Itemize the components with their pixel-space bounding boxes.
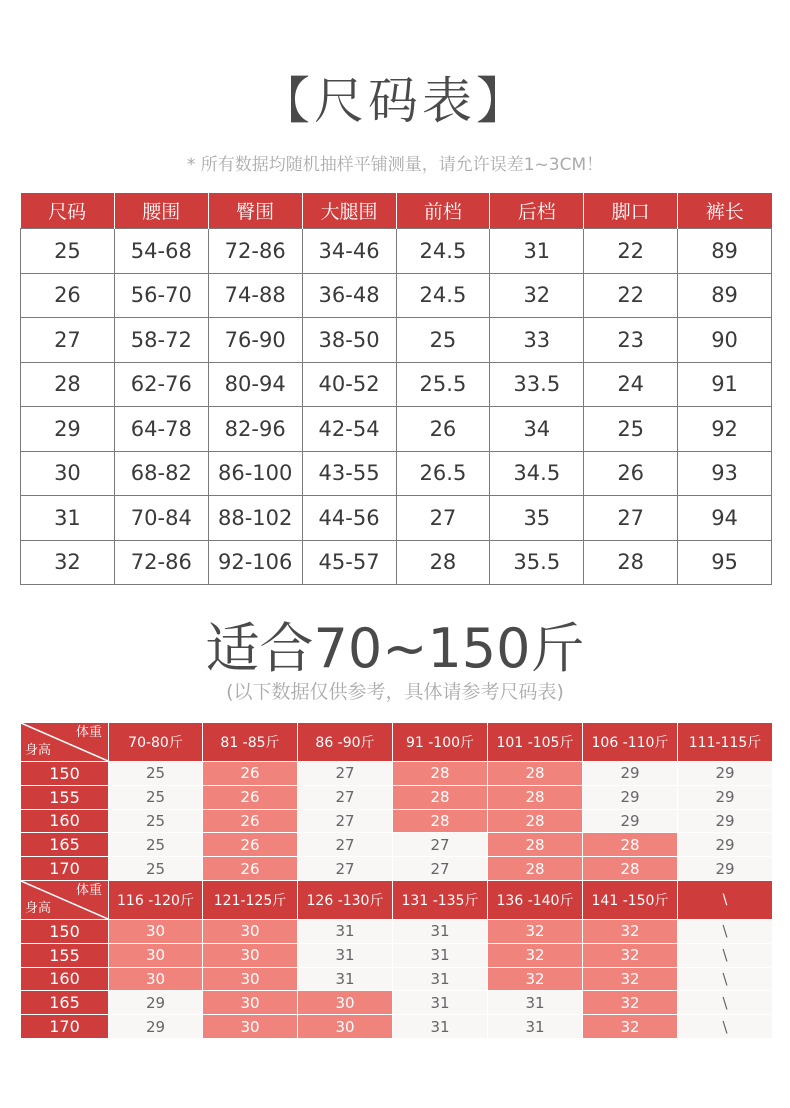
recommended-size-cell: 25 — [109, 785, 203, 809]
size-cell: 35 — [490, 496, 584, 541]
weight-header-row — [21, 880, 773, 919]
corner-height-label: 身高 — [25, 743, 52, 758]
size-cell: 30 — [21, 451, 115, 496]
height-label: 170 — [21, 1015, 109, 1039]
recommended-size-cell: 30 — [298, 991, 393, 1015]
recommended-size-cell: 25 — [109, 762, 203, 786]
height-row — [21, 967, 773, 991]
size-cell: 35.5 — [490, 540, 584, 585]
size-cell: 58-72 — [114, 318, 208, 363]
recommended-size-cell: 26 — [203, 857, 298, 881]
recommended-size-cell: 29 — [678, 857, 773, 881]
size-cell: 88-102 — [208, 496, 302, 541]
size-cell: 76-90 — [208, 318, 302, 363]
weight-range-header: 121-125斤 — [203, 880, 298, 919]
size-row — [21, 407, 772, 452]
height-row — [21, 833, 773, 857]
size-cell: 26 — [21, 273, 115, 318]
header-waist: 腰围 — [114, 193, 208, 229]
recommended-size-cell: 32 — [583, 1015, 678, 1039]
weight-height-table — [20, 722, 773, 1039]
recommended-size-cell: 25 — [109, 833, 203, 857]
size-cell: 92 — [678, 407, 772, 452]
height-label: 165 — [21, 833, 109, 857]
size-cell: 86-100 — [208, 451, 302, 496]
height-label: 155 — [21, 943, 109, 967]
recommended-size-cell: 30 — [203, 919, 298, 943]
corner-weight-label: 体重 — [75, 882, 102, 898]
size-cell: 90 — [678, 318, 772, 363]
recommended-size-cell: 27 — [298, 833, 393, 857]
size-cell: 91 — [678, 362, 772, 407]
recommended-size-cell: 32 — [488, 919, 583, 943]
recommended-size-cell: 28 — [583, 857, 678, 881]
size-cell: 23 — [584, 318, 678, 363]
size-table-body — [21, 229, 772, 585]
height-row — [21, 943, 773, 967]
weight-range-header: \ — [678, 880, 773, 919]
size-cell: 43-55 — [302, 451, 396, 496]
recommended-size-cell: 27 — [298, 762, 393, 786]
recommended-size-cell: 30 — [203, 967, 298, 991]
size-row — [21, 451, 772, 496]
weight-range-header: 91 -100斤 — [393, 723, 488, 762]
height-label: 155 — [21, 785, 109, 809]
corner-height-label: 身高 — [25, 900, 52, 916]
page-title: 【尺码表】 — [260, 72, 530, 130]
recommended-size-cell: 29 — [583, 785, 678, 809]
weight-header-row — [21, 723, 773, 762]
height-row — [21, 809, 773, 833]
recommended-size-cell: 31 — [298, 919, 393, 943]
weight-range-header: 111-115斤 — [678, 723, 773, 762]
recommended-size-cell: 28 — [488, 809, 583, 833]
size-cell: 28 — [584, 540, 678, 585]
weight-range-header: 101 -105斤 — [488, 723, 583, 762]
recommended-size-cell: 32 — [583, 967, 678, 991]
size-cell: 95 — [678, 540, 772, 585]
recommended-size-cell: 29 — [678, 809, 773, 833]
recommended-size-cell: \ — [678, 967, 773, 991]
size-cell: 74-88 — [208, 273, 302, 318]
weight-range-header: 131 -135斤 — [393, 880, 488, 919]
weight-range-header: 81 -85斤 — [203, 723, 298, 762]
weight-height-body — [21, 723, 773, 1039]
recommended-size-cell: 31 — [393, 1015, 488, 1039]
size-row — [21, 362, 772, 407]
recommended-size-cell: 28 — [393, 809, 488, 833]
size-cell: 27 — [396, 496, 490, 541]
reference-note: (以下数据仅供参考，具体请参考尺码表) — [226, 681, 564, 703]
size-cell: 82-96 — [208, 407, 302, 452]
recommended-size-cell: 31 — [298, 967, 393, 991]
recommended-size-cell: 30 — [203, 943, 298, 967]
recommended-size-cell: \ — [678, 919, 773, 943]
size-cell: 26 — [584, 451, 678, 496]
header-back-rise: 后档 — [490, 193, 584, 229]
weight-range-header: 86 -90斤 — [298, 723, 393, 762]
header-thigh: 大腿围 — [302, 193, 396, 229]
weight-range-header: 141 -150斤 — [583, 880, 678, 919]
weight-range-header: 70-80斤 — [109, 723, 203, 762]
size-cell: 22 — [584, 273, 678, 318]
size-table — [20, 193, 772, 585]
size-cell: 28 — [396, 540, 490, 585]
size-cell: 72-86 — [114, 540, 208, 585]
recommended-size-cell: 30 — [109, 967, 203, 991]
recommended-size-cell: 30 — [109, 919, 203, 943]
recommended-size-cell: 31 — [393, 991, 488, 1015]
recommended-size-cell: 27 — [298, 785, 393, 809]
recommended-size-cell: 29 — [678, 785, 773, 809]
size-cell: 94 — [678, 496, 772, 541]
recommended-size-cell: 28 — [488, 857, 583, 881]
recommended-size-cell: 27 — [298, 857, 393, 881]
size-cell: 40-52 — [302, 362, 396, 407]
corner-weight-label: 体重 — [75, 725, 102, 740]
size-cell: 34.5 — [490, 451, 584, 496]
size-cell: 62-76 — [114, 362, 208, 407]
height-row — [21, 785, 773, 809]
header-leg-opening: 脚口 — [584, 193, 678, 229]
measurement-note: * 所有数据均随机抽样平铺测量，请允许误差1~3CM！ — [186, 155, 604, 175]
size-cell: 54-68 — [114, 229, 208, 274]
recommended-size-cell: 31 — [488, 1015, 583, 1039]
recommended-size-cell: 30 — [109, 943, 203, 967]
table-corner — [21, 880, 109, 919]
header-hip: 臀围 — [208, 193, 302, 229]
recommended-size-cell: 28 — [393, 762, 488, 786]
recommended-size-cell: 30 — [298, 1015, 393, 1039]
recommended-size-cell: 31 — [393, 943, 488, 967]
size-cell: 80-94 — [208, 362, 302, 407]
recommended-size-cell: 29 — [678, 762, 773, 786]
recommended-size-cell: 32 — [583, 991, 678, 1015]
size-table-header-row — [21, 193, 772, 229]
size-row — [21, 496, 772, 541]
recommended-size-cell: 27 — [393, 833, 488, 857]
recommended-size-cell: \ — [678, 991, 773, 1015]
size-cell: 34 — [490, 407, 584, 452]
recommended-size-cell: 32 — [583, 919, 678, 943]
weight-range-header: 106 -110斤 — [583, 723, 678, 762]
height-label: 160 — [21, 967, 109, 991]
recommended-size-cell: 31 — [393, 919, 488, 943]
size-cell: 24 — [584, 362, 678, 407]
recommended-size-cell: 32 — [583, 943, 678, 967]
size-cell: 93 — [678, 451, 772, 496]
size-row — [21, 540, 772, 585]
recommended-size-cell: 28 — [488, 833, 583, 857]
recommended-size-cell: 26 — [203, 809, 298, 833]
weight-range-header: 126 -130斤 — [298, 880, 393, 919]
size-cell: 31 — [21, 496, 115, 541]
height-row — [21, 857, 773, 881]
size-cell: 24.5 — [396, 229, 490, 274]
recommended-size-cell: 31 — [393, 967, 488, 991]
size-cell: 25.5 — [396, 362, 490, 407]
recommended-size-cell: 32 — [488, 943, 583, 967]
recommended-size-cell: 29 — [109, 991, 203, 1015]
size-cell: 89 — [678, 273, 772, 318]
height-label: 160 — [21, 809, 109, 833]
size-cell: 32 — [21, 540, 115, 585]
size-cell: 38-50 — [302, 318, 396, 363]
size-cell: 22 — [584, 229, 678, 274]
size-cell: 92-106 — [208, 540, 302, 585]
size-row — [21, 273, 772, 318]
height-label: 170 — [21, 857, 109, 881]
height-row — [21, 1015, 773, 1039]
recommended-size-cell: 30 — [203, 991, 298, 1015]
recommended-size-cell: 26 — [203, 762, 298, 786]
table-corner — [21, 723, 109, 762]
size-cell: 25 — [396, 318, 490, 363]
recommended-size-cell: 29 — [678, 833, 773, 857]
height-label: 165 — [21, 991, 109, 1015]
weight-range-title: 适合70~150斤 — [205, 617, 585, 680]
recommended-size-cell: 29 — [583, 762, 678, 786]
size-cell: 64-78 — [114, 407, 208, 452]
size-cell: 26 — [396, 407, 490, 452]
height-row — [21, 919, 773, 943]
recommended-size-cell: 27 — [393, 857, 488, 881]
size-cell: 44-56 — [302, 496, 396, 541]
height-row — [21, 991, 773, 1015]
size-cell: 25 — [584, 407, 678, 452]
size-cell: 42-54 — [302, 407, 396, 452]
recommended-size-cell: 29 — [583, 809, 678, 833]
weight-range-header: 136 -140斤 — [488, 880, 583, 919]
recommended-size-cell: 28 — [583, 833, 678, 857]
recommended-size-cell: 29 — [109, 1015, 203, 1039]
size-cell: 56-70 — [114, 273, 208, 318]
recommended-size-cell: 28 — [488, 785, 583, 809]
size-cell: 89 — [678, 229, 772, 274]
size-row — [21, 229, 772, 274]
size-cell: 24.5 — [396, 273, 490, 318]
height-label: 150 — [21, 919, 109, 943]
size-cell: 68-82 — [114, 451, 208, 496]
size-cell: 25 — [21, 229, 115, 274]
recommended-size-cell: 26 — [203, 785, 298, 809]
size-cell: 27 — [21, 318, 115, 363]
recommended-size-cell: 25 — [109, 857, 203, 881]
size-cell: 28 — [21, 362, 115, 407]
size-cell: 32 — [490, 273, 584, 318]
size-cell: 45-57 — [302, 540, 396, 585]
size-cell: 70-84 — [114, 496, 208, 541]
recommended-size-cell: 28 — [488, 762, 583, 786]
recommended-size-cell: 32 — [488, 967, 583, 991]
size-row — [21, 318, 772, 363]
size-cell: 36-48 — [302, 273, 396, 318]
recommended-size-cell: 28 — [393, 785, 488, 809]
size-cell: 27 — [584, 496, 678, 541]
recommended-size-cell: \ — [678, 943, 773, 967]
size-cell: 31 — [490, 229, 584, 274]
header-size: 尺码 — [21, 193, 115, 229]
size-cell: 34-46 — [302, 229, 396, 274]
weight-range-header: 116 -120斤 — [109, 880, 203, 919]
recommended-size-cell: 31 — [298, 943, 393, 967]
height-label: 150 — [21, 762, 109, 786]
size-cell: 29 — [21, 407, 115, 452]
size-cell: 33.5 — [490, 362, 584, 407]
header-front-rise: 前档 — [396, 193, 490, 229]
size-cell: 33 — [490, 318, 584, 363]
recommended-size-cell: 26 — [203, 833, 298, 857]
recommended-size-cell: \ — [678, 1015, 773, 1039]
size-cell: 72-86 — [208, 229, 302, 274]
header-length: 裤长 — [678, 193, 772, 229]
recommended-size-cell: 31 — [488, 991, 583, 1015]
recommended-size-cell: 25 — [109, 809, 203, 833]
recommended-size-cell: 27 — [298, 809, 393, 833]
recommended-size-cell: 30 — [203, 1015, 298, 1039]
size-cell: 26.5 — [396, 451, 490, 496]
height-row — [21, 762, 773, 786]
